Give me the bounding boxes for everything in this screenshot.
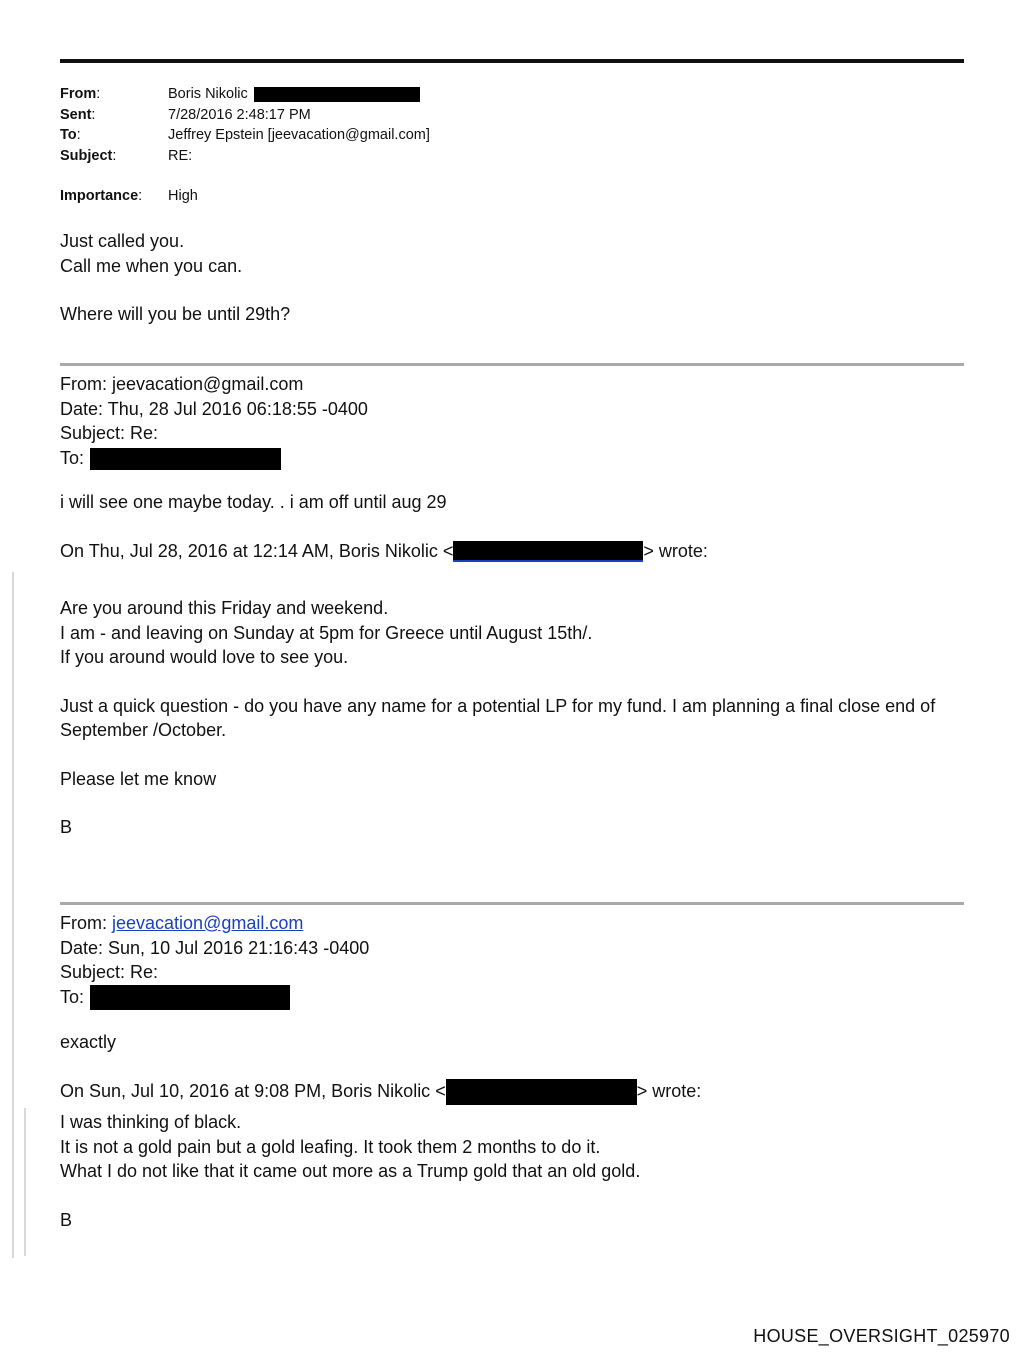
quote-bar [24, 1108, 26, 1256]
header-importance-row: Importance: High [60, 186, 430, 207]
importance-value: High [168, 188, 198, 204]
message-line: Where will you be until 29th? [60, 304, 291, 324]
quote-bar [12, 572, 14, 1258]
message1-body [60, 229, 290, 327]
quoted-line: I was thinking of black. [60, 1112, 242, 1132]
importance-label: Importance [60, 188, 139, 204]
header-to-row: To: Jeffrey Epstein [jeevacation@gmail.com] [60, 125, 430, 146]
message3-body: exactly [60, 1032, 117, 1053]
header-subject-row: Subject: RE: [60, 146, 430, 167]
message3-to: To: [60, 985, 701, 1011]
message3-from: From: jeevacation@gmail.com [60, 913, 304, 933]
sent-value: 7/28/2016 2:48:17 PM [168, 106, 311, 123]
message2-quoted-text [60, 596, 935, 840]
message3-date: Date: Sun, 10 Jul 2016 21:16:43 -0400 [60, 937, 370, 958]
message3-subject: Subject: Re: [60, 962, 159, 982]
redaction-box [446, 1079, 637, 1105]
email-link[interactable]: jeevacation@gmail.com [112, 913, 304, 933]
top-rule [60, 59, 964, 63]
to-value: Jeffrey Epstein [jeevacation@gmail.com] [168, 127, 430, 143]
quoted-line: Please let me know [60, 768, 217, 789]
quoted-line: What I do not like that it came out more as a Trump gold that an old gold. [60, 1161, 641, 1181]
quoted-signature: B [60, 817, 73, 837]
redaction-box [453, 541, 643, 562]
message3-quote-intro: On Sun, Jul 10, 2016 at 9:08 PM, Boris Nikolic < > wrote: [60, 1079, 701, 1105]
quoted-line: September /October. [60, 720, 227, 740]
separator [60, 902, 964, 905]
message-line: Just called you. [60, 231, 185, 251]
quoted-signature: B [60, 1209, 73, 1230]
bates-number: HOUSE_OVERSIGHT_025970 [753, 1326, 1010, 1346]
quoted-line: Are you around this Friday and weekend. [60, 598, 389, 618]
quoted-line: I am - and leaving on Sunday at 5pm for Greece until August 15th/. [60, 622, 593, 643]
quoted-line: It is not a gold pain but a gold leafing. It took them 2 months to do it. [60, 1136, 601, 1157]
message3 [60, 911, 701, 1105]
subject-value: RE: [168, 147, 193, 164]
message2-date: Date: Thu, 28 Jul 2016 06:18:55 -0400 [60, 398, 368, 419]
message2 [60, 372, 708, 563]
quoted-line: Just a quick question - do you have any name for a potential LP for my fund. I am planning a final close end of [60, 695, 936, 716]
message-line: Call me when you can. [60, 255, 243, 276]
from-label: From [60, 86, 97, 102]
redaction-box [90, 985, 290, 1010]
message3-quoted-text [60, 1110, 640, 1232]
message2-quote-intro: On Thu, Jul 28, 2016 at 12:14 AM, Boris Nikolic < > wrote: [60, 540, 708, 561]
message2-from: From: jeevacation@gmail.com [60, 374, 304, 394]
sent-label: Sent [60, 106, 92, 123]
separator [60, 363, 964, 366]
redaction-box [254, 87, 420, 102]
from-value: Boris Nikolic [168, 86, 248, 102]
redaction-box [90, 448, 281, 470]
message2-to: To: [60, 446, 708, 471]
quoted-line: If you around would love to see you. [60, 647, 349, 667]
subject-label: Subject [60, 147, 113, 164]
header-sent-row: Sent: 7/28/2016 2:48:17 PM [60, 105, 430, 126]
message2-body: i will see one maybe today. . i am off until aug 29 [60, 492, 447, 512]
email-header [60, 84, 430, 207]
to-label: To [60, 127, 77, 143]
header-from-row: From: Boris Nikolic [60, 84, 430, 105]
message2-subject: Subject: Re: [60, 423, 159, 443]
